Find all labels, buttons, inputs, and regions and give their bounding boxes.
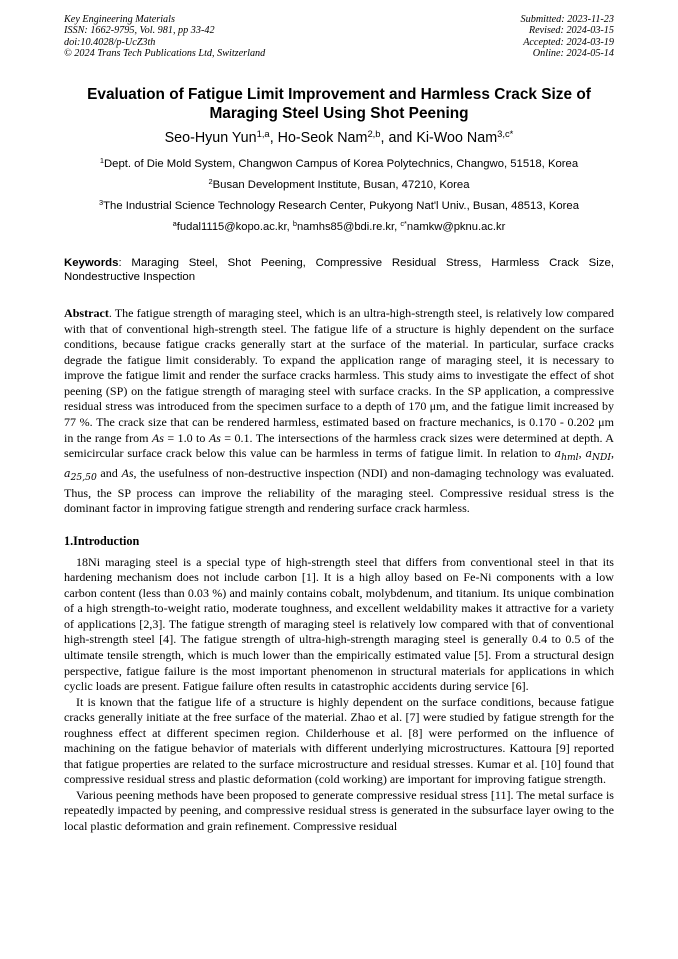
affiliation-number: 1	[99, 156, 105, 166]
doi: doi:10.4028/p-UcZ3th	[64, 36, 156, 48]
section-heading-introduction: 1.Introduction	[64, 533, 140, 548]
copyright: © 2024 Trans Tech Publications Ltd, Switzerland	[64, 47, 266, 59]
email-separator: ,	[286, 221, 293, 234]
intro-paragraph-3: Various peening methods have been proposed to generate compressive residual stress [11]. The metal surface is repeatedly impacted by peening, and compressive residual stress is generated in the subsurface layer owing to the local plastic deformation and grain refinement. Compressive residual	[64, 787, 614, 833]
abstract-text: and	[96, 465, 122, 480]
email-superscript: b	[292, 219, 297, 229]
author-superscript: 3,c*	[497, 128, 514, 139]
intro-paragraph-2: It is known that the fatigue life of a structure is highly dependent on the surface conditions, because fatigue cracks generally initiate at the free surface of the material. Zhao et al. [7] were studied by fatigue strength for the roughness effect at different specimen region. Childerhouse et al. [8] were performed on the influence of machining on the fatigue behavior of materials with different underlying microstructures. Kattoura [9] reported that fatigue properties are related to the surface microstructure and residual stresses. Kumar et al. [10] found that compressive residual stress and plastic deformation (cold working) are important for improving fatigue strength.	[64, 694, 614, 787]
email-separator: ,	[394, 221, 401, 234]
author-list	[64, 129, 614, 147]
author-emails	[64, 220, 614, 234]
affiliation-text: The Industrial Science Technology Research Center, Pukyong Nat'l Univ., Busan, 48513, Korea	[103, 200, 579, 213]
email-superscript: a	[172, 219, 177, 229]
math-subscript: NDI	[592, 452, 611, 464]
keywords-block	[64, 256, 614, 284]
author-separator: ,	[269, 130, 278, 147]
affiliation-number: 2	[208, 177, 213, 187]
affiliation-1	[64, 157, 614, 171]
affiliation-text: Dept. of Die Mold System, Changwon Campus of Korea Polytechnics, Changwo, 51518, Korea	[104, 158, 579, 171]
paper-title	[64, 85, 614, 123]
publication-dates	[521, 14, 614, 59]
math-symbol: a	[585, 447, 592, 461]
math-separator: ,	[610, 446, 614, 461]
math-symbol: a	[64, 466, 71, 480]
abstract-text: , the usefulness of non-destructive inspection (NDI) and non-damaging technology was evaluated. Thus, the SP process can improve the reliability of the maraging steel. Compressive residual stress is the dominant factor in improving fatigue strength and rendering surface crack harmless.	[64, 465, 614, 516]
math-symbol: a	[554, 447, 562, 461]
author-superscript: 1,a	[256, 128, 270, 139]
math-subscript: 25,50	[70, 472, 97, 484]
keywords-label: Keywords	[64, 257, 119, 270]
affiliation-number: 3	[99, 198, 104, 208]
revised-date: Revised: 2024-03-15	[528, 25, 614, 37]
email-link[interactable]: namhs85@bdi.re.kr	[296, 221, 395, 234]
author-name: Ho-Seok Nam	[277, 130, 368, 147]
abstract-label: Abstract	[64, 306, 109, 321]
email-superscript: c*	[400, 219, 407, 229]
publication-header	[64, 14, 614, 59]
email-link[interactable]: fudal1115@kopo.ac.kr	[176, 221, 287, 234]
accepted-date: Accepted: 2024-03-19	[523, 36, 614, 48]
math-subscript: hml	[561, 452, 579, 464]
abstract-text: . The fatigue strength of maraging steel, which is an ultra-high-strength steel, is relatively low compared with that of conventional high-strength steel. The fatigue life of a structure is highly dependent on the surface conditions, because fatigue cracks generally start at the surface of the material. In particular, surface cracks degrade the fatigue limit considerably. To expand the application range of maraging steel, it is necessary to improve the fatigue limit and render the surface cracks harmless. This study aims to investigate the effect of shot peening (SP) on the fatigue strength of maraging steel with surface cracks. In the SP application, a compressive residual stress was introduced from the specimen surface to a depth of 170 μm, and the fatigue limit increased by 77 %. The crack size that can be rendered harmless, estimated based on fracture mechanics, is 0.170 - 0.202 μm in the range from	[64, 306, 614, 445]
as-symbol: As	[121, 465, 134, 480]
affiliation-text: Busan Development Institute, Busan, 47210, Korea	[212, 179, 470, 192]
journal-name: Key Engineering Materials	[64, 14, 175, 25]
author-superscript: 2,b	[367, 128, 381, 139]
title-line-1: Evaluation of Fatigue Limit Improvement and Harmless Crack Size of	[87, 86, 591, 104]
abstract-block	[64, 306, 614, 516]
math-a-ndi	[585, 447, 611, 464]
math-a-25-50	[64, 466, 97, 484]
submitted-date: Submitted: 2023-11-23	[520, 14, 614, 25]
affiliation-2	[64, 178, 614, 192]
abstract-text: = 0.1. The intersections of the harmless crack sizes were determined at depth. A semicircular surface crack below this value can be harmless in terms of fatigue limit. In relation to	[64, 430, 614, 461]
author-name: Seo-Hyun Yun	[164, 130, 257, 147]
journal-info	[64, 14, 265, 59]
keywords-text: : Maraging Steel, Shot Peening, Compressive Residual Stress, Harmless Crack Size, Nondestructive Inspection	[64, 257, 614, 284]
affiliation-3	[64, 199, 614, 213]
online-date: Online: 2024-05-14	[532, 47, 614, 59]
math-separator: ,	[578, 446, 586, 461]
author-name: Ki-Woo Nam	[416, 130, 498, 147]
as-symbol: As	[208, 430, 221, 445]
issn: ISSN: 1662-9795, Vol. 981, pp 33-42	[64, 25, 215, 37]
email-link[interactable]: namkw@pknu.ac.kr	[406, 221, 506, 234]
abstract-text: = 1.0 to	[163, 430, 209, 445]
author-separator: , and	[380, 130, 417, 147]
intro-paragraph-1: 18Ni maraging steel is a special type of high-strength steel that differs from conventional steel in that its hardening mechanism does not include carbon [1]. It is a high alloy based on Fe-Ni components with a low carbon content (less than 0.03 %) and mainly contains cobalt, molybdenum, and titanium. Its unique combination of a high strength-to-weight ratio, moderate toughness, and excellent weldability makes it attractive for a variety of applications [2,3]. The fatigue strength of maraging steel is relatively low compared with that of conventional high-strength steel [4]. The fatigue strength of ultra-high-strength maraging steel is generally 0.4 to 0.5 of the ultimate tensile strength, which is much lower than the empirically estimated value [5]. From a structural design perspective, fatigue failure is the most important phenomenon in structural materials for applications in which cyclic loads are present. Fatigue failure often results in catastrophic accidents during service [6].	[64, 554, 614, 694]
title-line-2: Maraging Steel Using Shot Peening	[209, 105, 469, 123]
math-a-hml	[554, 447, 579, 464]
as-symbol: As	[151, 430, 164, 445]
